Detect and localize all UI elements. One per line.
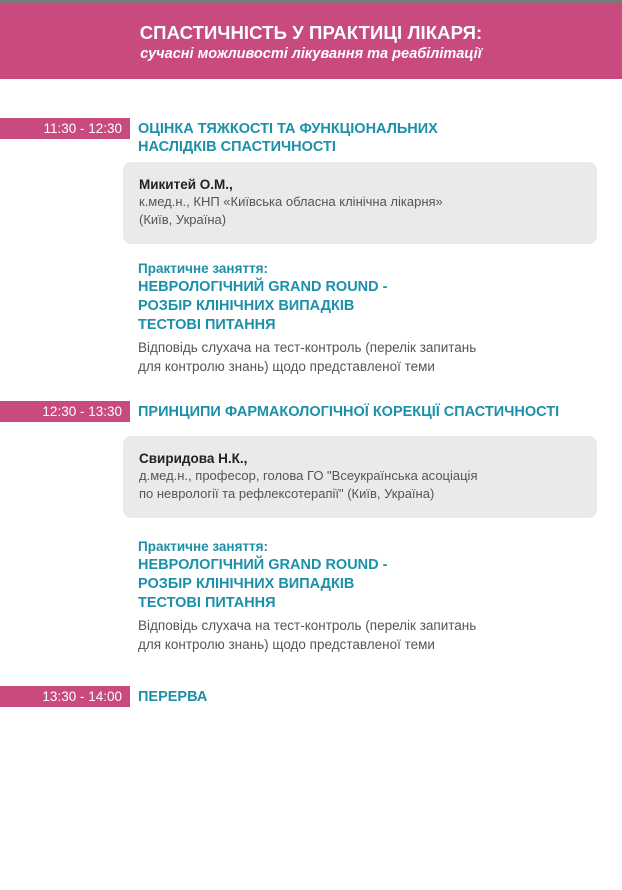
program-banner xyxy=(0,3,622,79)
practice-block-1 xyxy=(138,260,476,376)
practice-label: Практичне заняття: xyxy=(138,539,269,554)
session-1-title-line: ОЦІНКА ТЯЖКОСТІ ТА ФУНКЦІОНАЛЬНИХ xyxy=(138,121,438,137)
break-title-line: ПЕРЕРВА xyxy=(138,689,208,705)
practice-description-line: Відповідь слухача на тест-контроль (перелік запитань xyxy=(138,340,477,355)
practice-topic-line: РОЗБІР КЛІНІЧНИХ ВИПАДКІВ xyxy=(138,576,355,592)
session-1-title xyxy=(138,120,438,156)
speaker-affiliation-line: по неврології та рефлексотерапії" (Київ, Україна) xyxy=(139,486,435,501)
practice-label: Практичне заняття: xyxy=(138,261,269,276)
practice-description-line: для контролю знань) щодо представленої теми xyxy=(138,359,435,374)
speaker-affiliation xyxy=(139,467,597,503)
session-1-title-line: НАСЛІДКІВ СПАСТИЧНОСТІ xyxy=(138,139,336,155)
speaker-card-1 xyxy=(123,162,597,244)
speaker-affiliation-line: д.мед.н., професор, голова ГО "Всеукраїнська асоціація xyxy=(139,468,478,483)
practice-topic-line: РОЗБІР КЛІНІЧНИХ ВИПАДКІВ xyxy=(138,298,355,314)
session-2-title xyxy=(138,403,559,421)
program-subtitle: сучасні можливості лікування та реабілітації xyxy=(140,46,482,62)
session-2-title-line: ПРИНЦИПИ ФАРМАКОЛОГІЧНОЇ КОРЕКЦІЇ СПАСТИЧНОСТІ xyxy=(138,404,560,420)
speaker-name: Микитей О.М., xyxy=(139,177,233,192)
program-title: СПАСТИЧНІСТЬ У ПРАКТИЦІ ЛІКАРЯ: xyxy=(139,22,483,43)
practice-description xyxy=(138,338,476,376)
time-tag-break: 13:30 - 14:00 xyxy=(0,686,130,707)
practice-description-line: Відповідь слухача на тест-контроль (перелік запитань xyxy=(138,618,477,633)
time-tag-session-1: 11:30 - 12:30 xyxy=(0,118,130,139)
practice-topic-line: НЕВРОЛОГІЧНИЙ GRAND ROUND - xyxy=(138,279,388,295)
practice-topics xyxy=(138,278,476,335)
speaker-affiliation xyxy=(139,193,597,229)
practice-description-line: для контролю знань) щодо представленої теми xyxy=(138,637,435,652)
speaker-affiliation-line: (Київ, Україна) xyxy=(139,212,227,227)
practice-topics xyxy=(138,556,476,613)
speaker-name: Свиридова Н.К., xyxy=(139,451,248,466)
practice-block-2 xyxy=(138,538,476,654)
practice-topic-line: ТЕСТОВІ ПИТАННЯ xyxy=(138,317,276,333)
speaker-card-2 xyxy=(123,436,597,518)
time-tag-session-2: 12:30 - 13:30 xyxy=(0,401,130,422)
break-title xyxy=(138,688,207,706)
speaker-affiliation-line: к.мед.н., КНП «Київська обласна клінічна лікарня» xyxy=(139,194,443,209)
practice-topic-line: НЕВРОЛОГІЧНИЙ GRAND ROUND - xyxy=(138,557,388,573)
practice-topic-line: ТЕСТОВІ ПИТАННЯ xyxy=(138,595,276,611)
practice-description xyxy=(138,616,476,654)
